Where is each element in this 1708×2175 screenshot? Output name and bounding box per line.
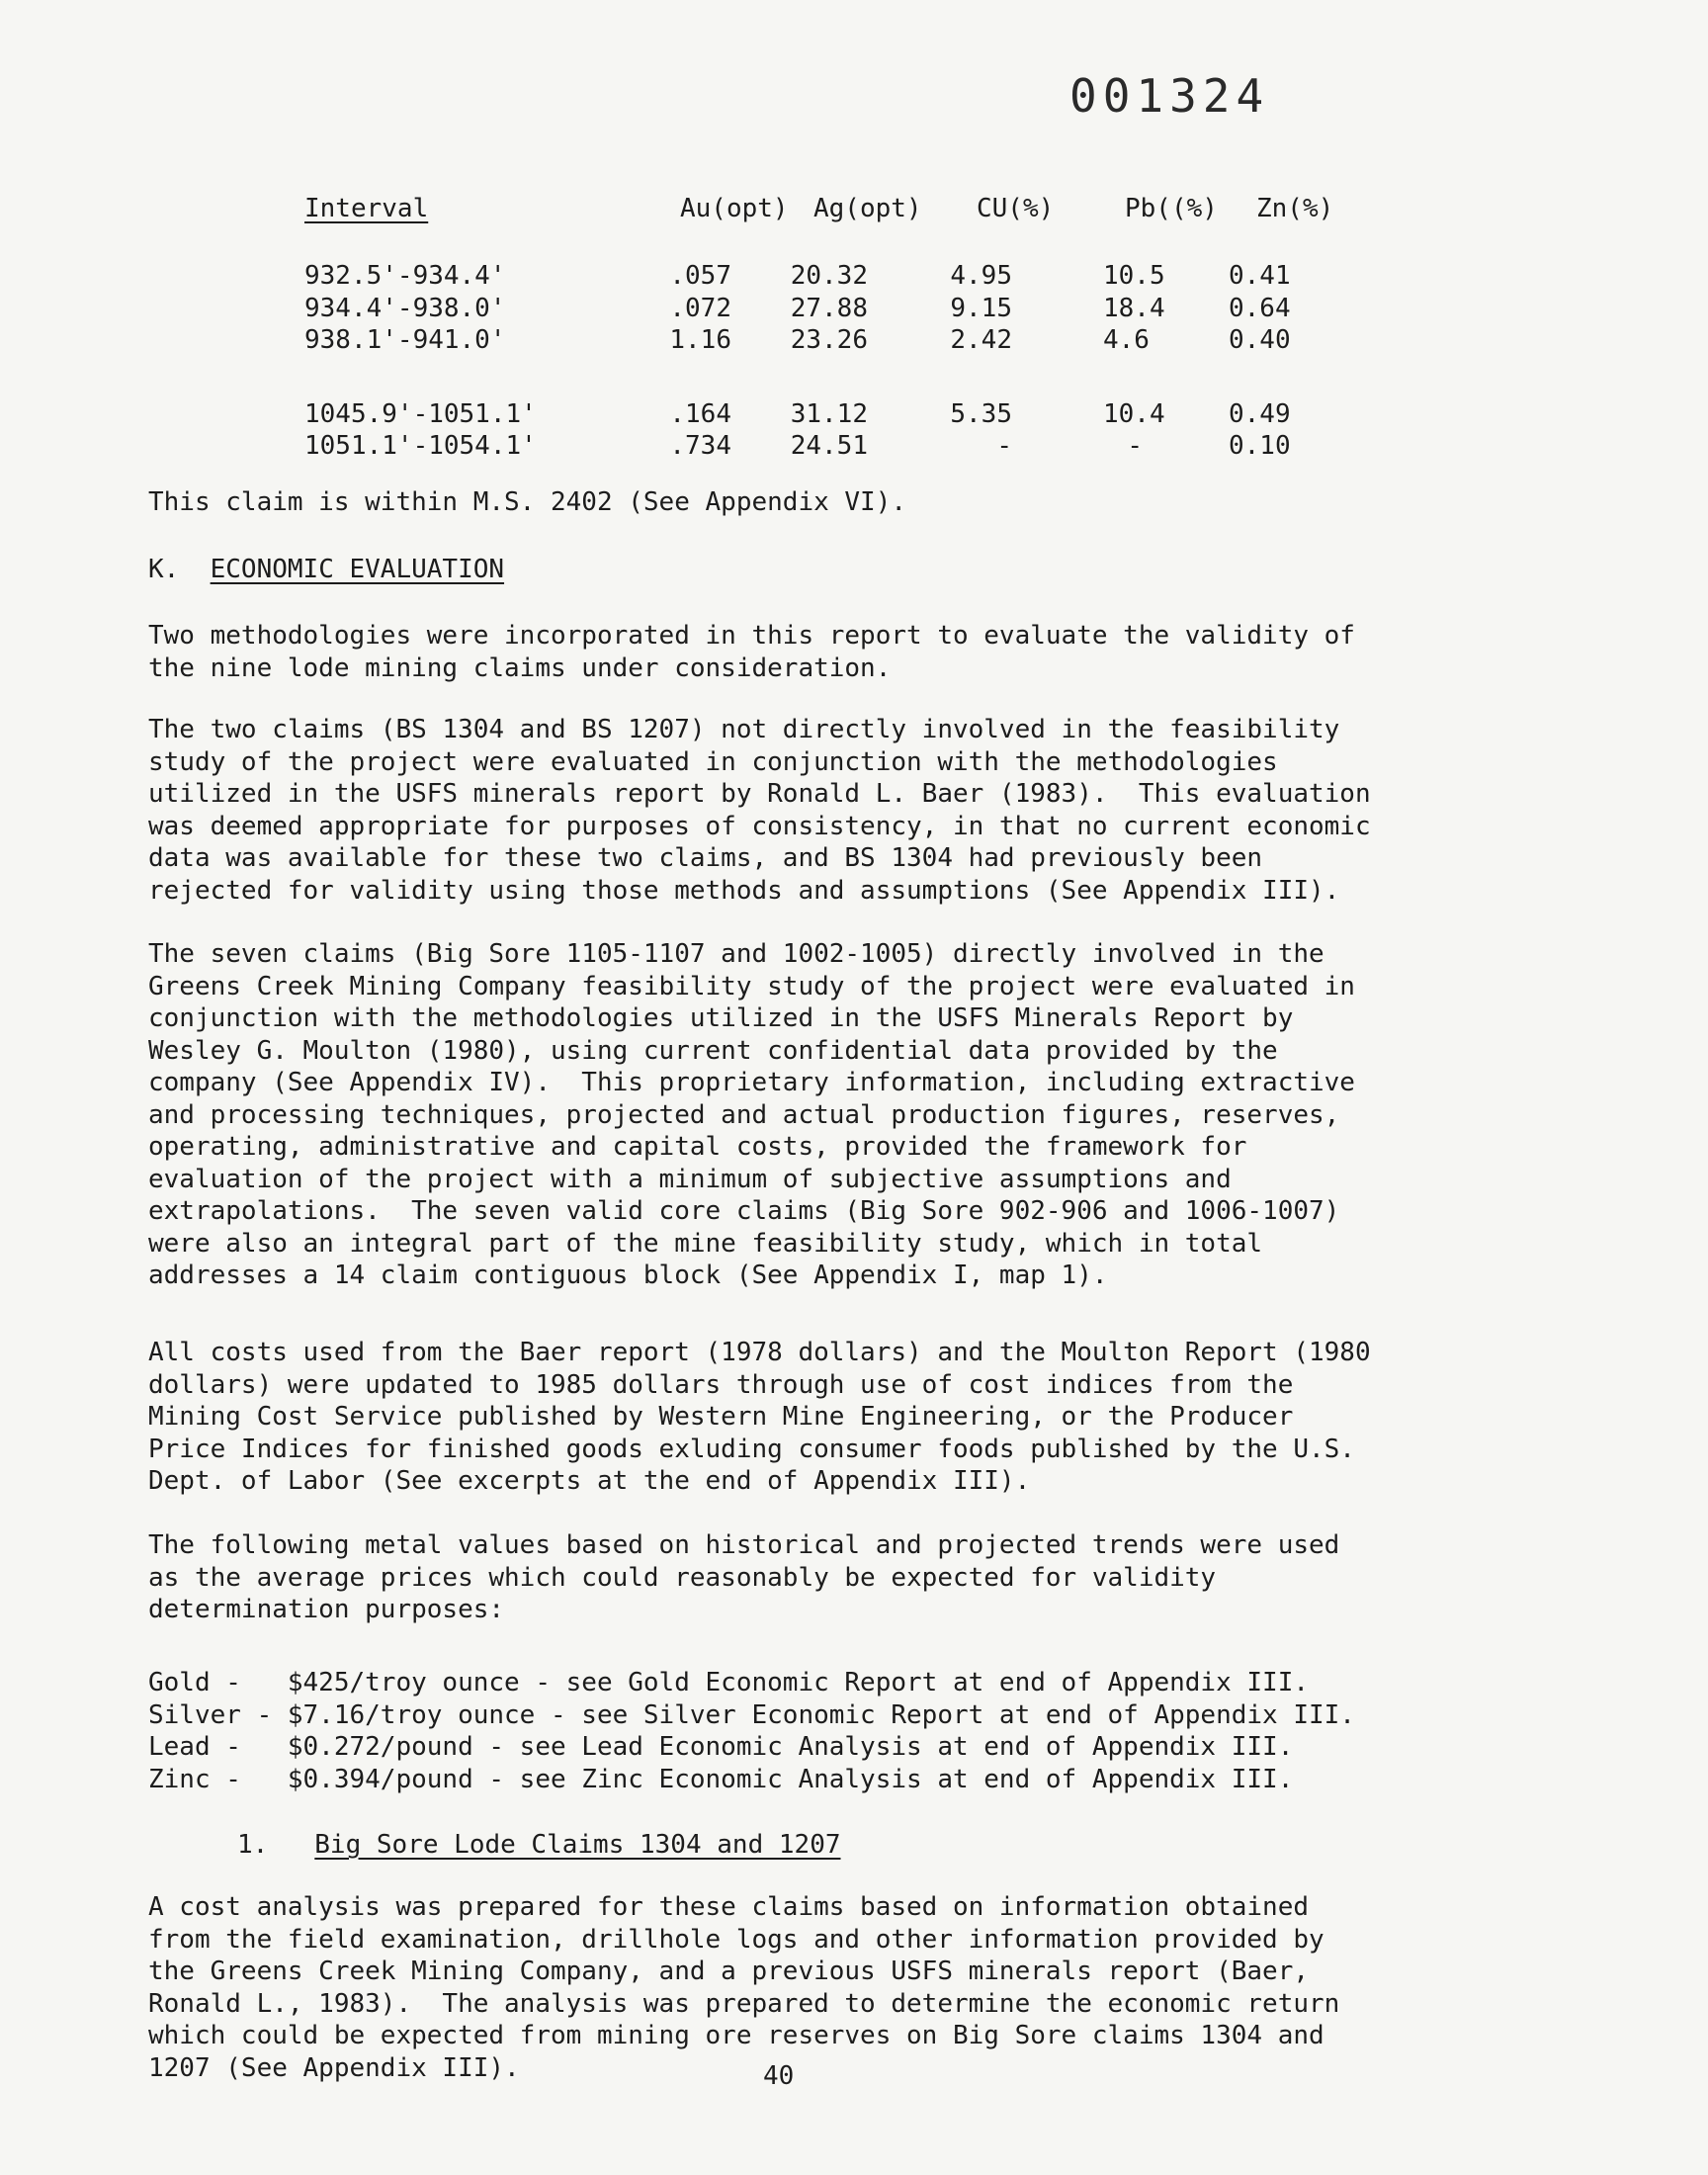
text-line: Gold - $425/troy ounce - see Gold Economic Report at end of Appendix III. [148,1668,1309,1697]
paragraph-metal-values [148,1529,1339,1626]
text-line: Mining Cost Service published by Western Mine Engineering, or the Producer [148,1402,1294,1432]
text-line: Dept. of Labor (See excerpts at the end of Appendix III). [148,1466,1031,1496]
text-line: evaluation of the project with a minimum of subjective assumptions and [148,1164,1232,1194]
text-line: rejected for validity using those methods and assumptions (See Appendix III). [148,875,1340,906]
table-cell: 0.40 [1229,325,1291,355]
table-cell: 934.4'-938.0' [304,293,506,323]
subsection-title: Big Sore Lode Claims 1304 and 1207 [314,1830,841,1860]
table-cell: - [1127,431,1143,461]
text-line: data was available for these two claims, and BS 1304 had previously been [148,843,1263,873]
table-cell: 10.4 [1103,398,1165,429]
text-line: Zinc - $0.394/pound - see Zinc Economic Analysis at end of Appendix III. [148,1764,1294,1794]
text-line: determination purposes: [148,1595,505,1624]
table-cell: 1045.9'-1051.1' [304,398,537,429]
header-interval: Interval [304,194,429,223]
paragraph-two-claims [148,714,1371,907]
text-line: A cost analysis was prepared for these claims based on information obtained [148,1892,1309,1922]
subsection-number: 1. [237,1830,269,1860]
text-line: The seven claims (Big Sore 1105-1107 and 1002-1005) directly involved in the [148,939,1324,969]
section-k-letter: K. [148,555,180,584]
table-cell: 31.12 [790,398,868,429]
table-cell: 20.32 [790,261,868,291]
table-cell: 1051.1'-1054.1' [304,431,537,461]
text-line: company (See Appendix IV). This proprietary information, including extractive [148,1068,1355,1097]
text-line: conjunction with the methodologies utilized in the USFS Minerals Report by [148,1003,1294,1033]
text-line: were also an integral part of the mine feasibility study, which in total [148,1228,1263,1259]
table-cell: 1.16 [669,325,731,355]
text-line: from the field examination, drillhole logs and other information provided by [148,1924,1324,1955]
header-zn: Zn(%) [1256,194,1334,223]
text-line: Ronald L., 1983). The analysis was prepared to determine the economic return [148,1988,1340,2019]
paragraph-cost-analysis [148,1891,1339,2084]
claim-note: This claim is within M.S. 2402 (See Appendix VI). [148,487,907,517]
metal-price-list [148,1667,1355,1795]
text-line: and processing techniques, projected and actual production figures, reserves, [148,1099,1340,1130]
text-line: study of the project were evaluated in conjunction with the methodologies [148,746,1278,777]
table-cell: 0.64 [1229,293,1291,323]
text-line: as the average prices which could reasonably be expected for validity [148,1562,1217,1593]
text-line: The following metal values based on historical and projected trends were used [148,1530,1340,1560]
text-line: extrapolations. The seven valid core claims (Big Sore 902-906 and 1006-1007) [148,1196,1340,1226]
paragraph-costs [148,1337,1371,1498]
table-cell: 9.15 [950,293,1012,323]
table-cell: 27.88 [790,293,868,323]
table-cell: 10.5 [1103,261,1165,291]
table-cell: 18.4 [1103,293,1165,323]
paragraph-methodologies [148,620,1355,684]
header-cu: CU(%) [977,194,1055,223]
text-line: Price Indices for finished goods exluding consumer foods published by the U.S. [148,1434,1355,1464]
table-cell: 24.51 [790,431,868,461]
section-k-title: ECONOMIC EVALUATION [210,555,505,584]
text-line: the nine lode mining claims under consideration. [148,652,892,683]
text-line: operating, administrative and capital costs, provided the framework for [148,1132,1247,1162]
text-line: utilized in the USFS minerals report by Ronald L. Baer (1983). This evaluation [148,779,1371,809]
text-line: All costs used from the Baer report (1978 dollars) and the Moulton Report (1980 [148,1338,1371,1367]
text-line: Wesley G. Moulton (1980), using current confidential data provided by the [148,1035,1278,1066]
paragraph-seven-claims [148,938,1355,1292]
text-line: Two methodologies were incorporated in this report to evaluate the validity of [148,621,1355,651]
header-au: Au(opt) [680,194,789,223]
table-cell: 4.6 [1103,325,1150,355]
text-line: the Greens Creek Mining Company, and a previous USFS minerals report (Baer, [148,1957,1309,1986]
table-cell: 2.42 [950,325,1012,355]
table-cell: .072 [669,293,731,323]
table-cell: 0.41 [1229,261,1291,291]
text-line: Silver - $7.16/troy ounce - see Silver Economic Report at end of Appendix III. [148,1699,1355,1730]
table-cell: - [996,431,1012,461]
header-pb: Pb((%) [1125,194,1218,223]
text-line: addresses a 14 claim contiguous block (See Appendix I, map 1). [148,1261,1108,1290]
table-cell: 0.49 [1229,398,1291,429]
section-k-heading [148,554,504,586]
page-number: 40 [763,2061,795,2091]
table-cell: .057 [669,261,731,291]
text-line: Greens Creek Mining Company feasibility study of the project were evaluated in [148,971,1355,1001]
text-line: 1207 (See Appendix III). [148,2052,520,2083]
header-ag: Ag(opt) [813,194,922,223]
text-line: Lead - $0.272/pound - see Lead Economic Analysis at end of Appendix III. [148,1732,1294,1762]
table-cell: .734 [669,431,731,461]
text-line: was deemed appropriate for purposes of consistency, in that no current economic [148,811,1371,841]
table-cell: 5.35 [950,398,1012,429]
table-cell: 0.10 [1229,431,1291,461]
subsection-heading [237,1829,841,1862]
table-cell: .164 [669,398,731,429]
document-stamp: 001324 [1069,69,1270,123]
text-line: The two claims (BS 1304 and BS 1207) not directly involved in the feasibility [148,715,1340,744]
table-cell: 23.26 [790,325,868,355]
text-line: which could be expected from mining ore reserves on Big Sore claims 1304 and [148,2021,1324,2050]
table-cell: 938.1'-941.0' [304,325,506,355]
table-cell: 4.95 [950,261,1012,291]
text-line: dollars) were updated to 1985 dollars through use of cost indices from the [148,1369,1294,1400]
table-cell: 932.5'-934.4' [304,261,506,291]
